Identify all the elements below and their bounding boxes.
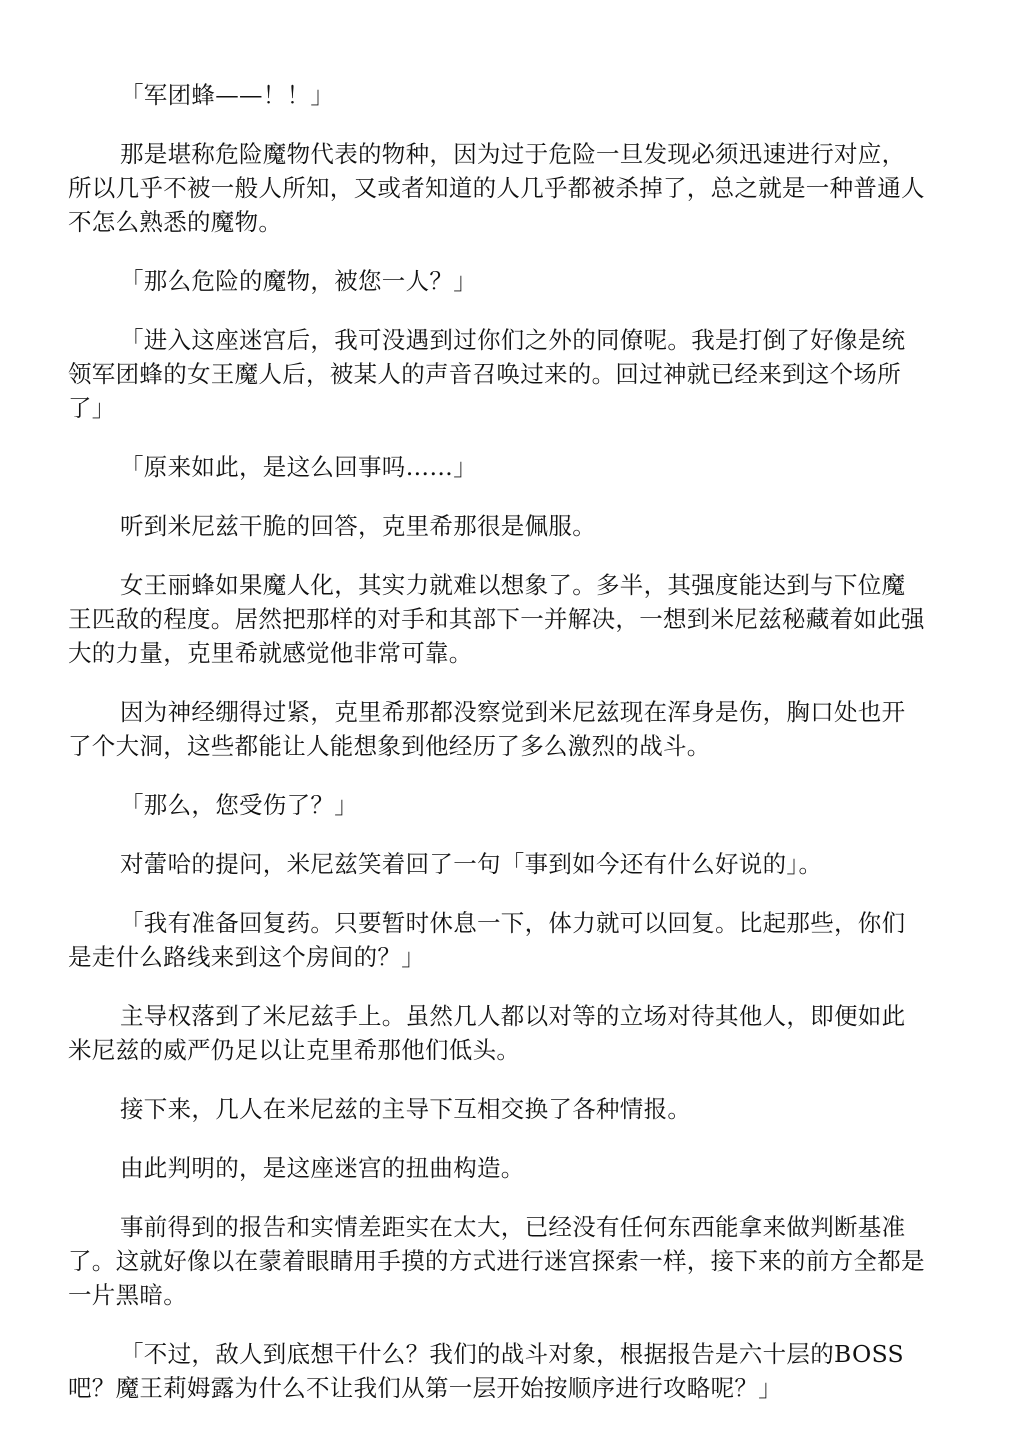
paragraph: 事前得到的报告和实情差距实在太大，已经没有任何东西能拿来做判断基准了。这就好像以在蒙着眼睛用手摸的方式进行迷宫探索一样，接下来的前方全都是一片黑暗。 [68, 1213, 925, 1309]
paragraph: 「不过，敌人到底想干什么？我们的战斗对象，根据报告是六十层的BOSS吧？魔王莉姆露为什么不让我们从第一层开始按顺序进行攻略呢？」 [68, 1340, 904, 1402]
paragraph: 「我有准备回复药。只要暂时休息一下，体力就可以回复。比起那些，你们是走什么路线来到这个房间的？」 [68, 909, 906, 971]
paragraph: 那是堪称危险魔物代表的物种，因为过于危险一旦发现必须迅速进行对应，所以几乎不被一般人所知，又或者知道的人几乎都被杀掉了，总之就是一种普通人不怎么熟悉的魔物。 [68, 140, 925, 236]
paragraph: 「那么，您受伤了？」 [120, 791, 358, 819]
paragraph: 「军团蜂——！！」 [120, 81, 335, 109]
paragraph: 因为神经绷得过紧，克里希那都没察觉到米尼兹现在浑身是伤，胸口处也开了个大洞，这些都能让人能想象到他经历了多么激烈的战斗。 [68, 698, 906, 760]
paragraph: 由此判明的，是这座迷宫的扭曲构造。 [120, 1154, 525, 1182]
paragraph: 对蕾哈的提问，米尼兹笑着回了一句「事到如今还有什么好说的」。 [120, 850, 823, 878]
paragraph: 「那么危险的魔物，被您一人？」 [120, 267, 477, 295]
paragraph: 听到米尼兹干脆的回答，克里希那很是佩服。 [120, 512, 596, 540]
paragraph: 「进入这座迷宫后，我可没遇到过你们之外的同僚呢。我是打倒了好像是统领军团蜂的女王魔人后，被某人的声音召唤过来的。回过神就已经来到这个场所了」 [68, 326, 906, 422]
paragraph: 女王丽蜂如果魔人化，其实力就难以想象了。多半，其强度能达到与下位魔王匹敌的程度。居然把那样的对手和其部下一并解决，一想到米尼兹秘藏着如此强大的力量，克里希就感觉他非常可靠。 [68, 571, 925, 667]
paragraph: 接下来，几人在米尼兹的主导下互相交换了各种情报。 [120, 1095, 692, 1123]
paragraph: 主导权落到了米尼兹手上。虽然几人都以对等的立场对待其他人，即便如此米尼兹的威严仍足以让克里希那他们低头。 [68, 1002, 906, 1064]
paragraph: 「原来如此，是这么回事吗……」 [120, 453, 477, 481]
